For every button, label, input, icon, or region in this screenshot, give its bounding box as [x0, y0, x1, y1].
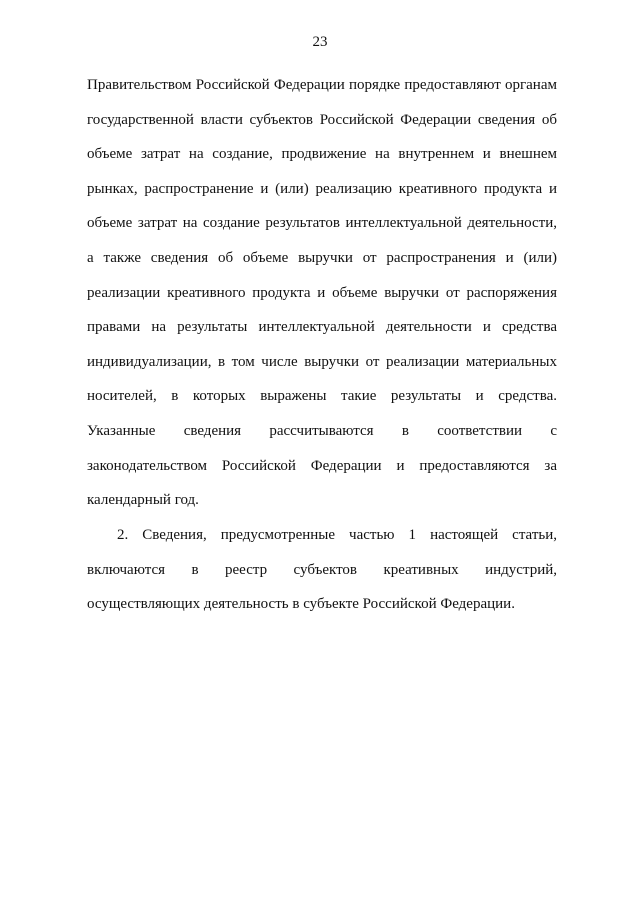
text-line: государственной власти субъектов Российской Федерации сведения об	[87, 111, 557, 128]
text-line: календарный год.	[87, 492, 199, 509]
paragraph-continuation	[87, 75, 557, 525]
text-line: правами на результаты интеллектуальной деятельности и средства	[87, 319, 557, 336]
text-line: Указанные сведения рассчитываются в соответствии с	[87, 422, 557, 439]
text-line: законодательством Российской Федерации и предоставляются за	[87, 457, 557, 474]
page-number: 23	[312, 34, 328, 50]
text-line: рынках, распространение и (или) реализацию креативного продукта и	[87, 180, 557, 197]
text-line: объеме затрат на создание результатов интеллектуальной деятельности,	[87, 215, 557, 232]
text-line: Правительством Российской Федерации порядке предоставляют органам	[87, 77, 557, 93]
text-line: а также сведения об объеме выручки от распространения и (или)	[87, 249, 557, 266]
text-line: осуществляющих деятельность в субъекте Российской Федерации.	[87, 596, 515, 613]
text-line: включаются в реестр субъектов креативных индустрий,	[87, 561, 557, 578]
paragraph-item-2	[87, 525, 557, 629]
text-line: реализации креативного продукта и объеме выручки от распоряжения	[87, 284, 557, 301]
text-line: 2. Сведения, предусмотренные частью 1 настоящей статьи,	[117, 527, 557, 543]
text-line: объеме затрат на создание, продвижение на внутреннем и внешнем	[87, 146, 557, 163]
text-line: носителей, в которых выражены такие результаты и средства.	[87, 388, 557, 405]
text-line: индивидуализации, в том числе выручки от реализации материальных	[87, 353, 557, 370]
